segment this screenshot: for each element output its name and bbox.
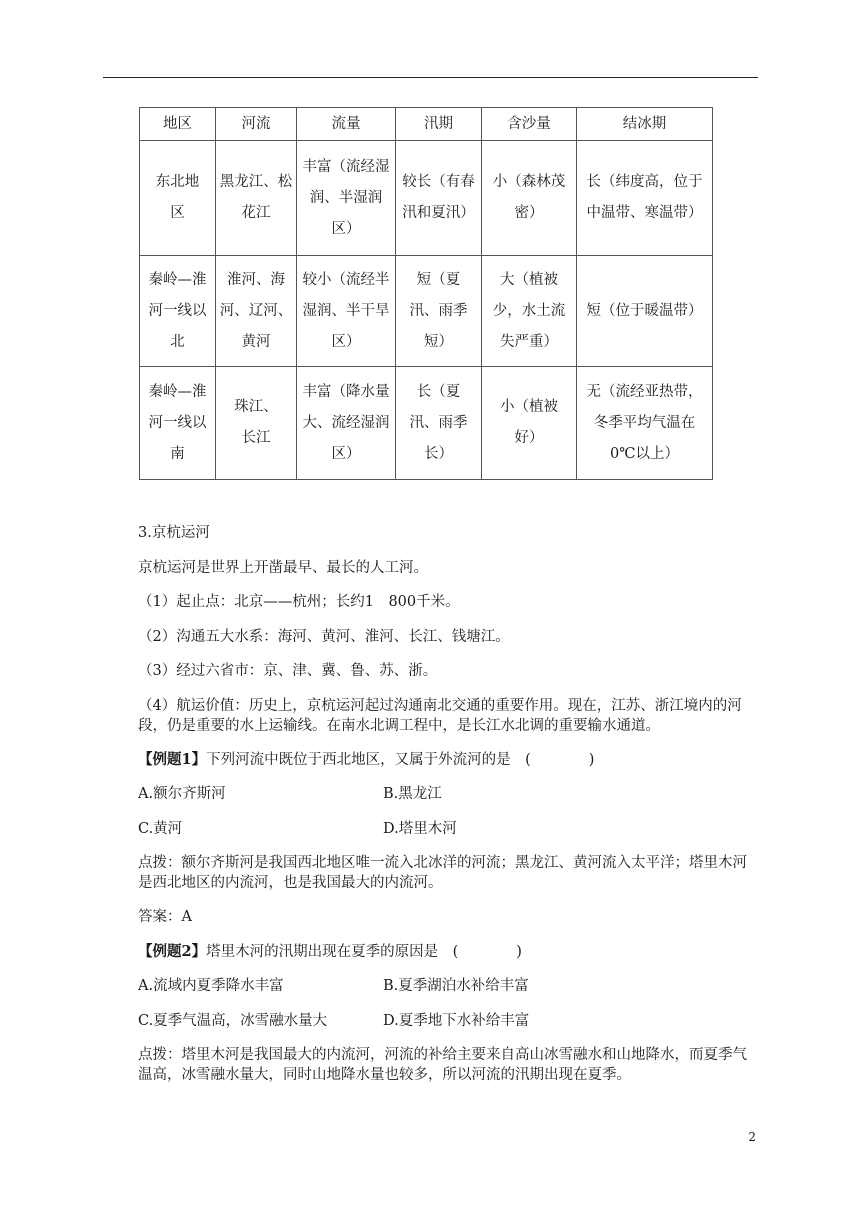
table-cell: 较长（有春汛和夏汛） [396,141,482,256]
example1-options-row1 [138,784,758,819]
example2-option-b: B.夏季湖泊水补给丰富 [383,978,529,994]
table-cell: 丰富（流经湿润、半湿润区） [297,141,396,256]
table-cell: 长（纬度高，位于中温带、寒温带） [577,141,713,256]
table-cell: 较小（流经半湿润、半干旱区） [297,256,396,367]
section-item: （3）经过六省市：京、津、冀、鲁、苏、浙。 [138,663,438,679]
example1-label: 【例题1】 [138,750,207,768]
table-cell: 淮河、海河、辽河、黄河 [216,256,297,367]
example2-options-row2 [138,1011,758,1046]
table-cell: 丰富（降水量大、流经湿润区） [297,367,396,480]
table-cell: 珠江、长江 [216,367,297,480]
table-cell: 长（夏汛、雨季长） [396,367,482,480]
example2-question [138,942,758,977]
header-sediment: 含沙量 [482,108,577,141]
section-intro: 京杭运河是世界上开凿最早、最长的人工河。 [138,559,428,576]
section-title: 3.京杭运河 [138,525,210,541]
example2-hint: 点拨：塔里木河是我国最大的内流河，河流的补给主要来自高山冰雪融水和山地降水，而夏季气温高，冰雪融水量大，同时山地降水量也较多，所以河流的汛期出现在夏季。 [138,1047,747,1083]
table-row [140,367,713,480]
table-cell: 东北地区 [140,141,216,256]
example2-option-a: A.流域内夏季降水丰富 [138,978,284,994]
page-number: 2 [748,1130,756,1144]
example2-option-d: D.夏季地下水补给丰富 [383,1012,530,1029]
table-cell: 秦岭—淮河一线以北 [140,256,216,367]
header-rule [103,77,758,78]
table-cell: 短（夏汛、雨季短） [396,256,482,367]
table-header-row [140,108,713,141]
table-cell: 秦岭—淮河一线以南 [140,367,216,480]
example1-question [138,750,758,785]
rivers-table [139,107,713,480]
header-freeze-period: 结冰期 [577,108,713,141]
table-cell: 黑龙江、松花江 [216,141,297,256]
example1-option-b: B.黑龙江 [383,786,442,802]
header-river: 河流 [216,108,297,141]
example1-answer: 答案：A [138,909,192,925]
example2-label: 【例题2】 [138,942,207,960]
example1-options-row2 [138,819,758,854]
example2-options-row1 [138,976,758,1011]
table-cell: 小（森林茂密） [482,141,577,256]
section-item: （1）起止点：北京——杭州；长约1 800千米。 [138,594,460,610]
section-item: （2）沟通五大水系：海河、黄河、淮河、长江、钱塘江。 [138,628,510,645]
table-cell: 无（流经亚热带，冬季平均气温在0℃以上） [577,367,713,480]
example1-hint: 点拨：额尔齐斯河是我国西北地区唯一流入北冰洋的河流；黑龙江、黄河流入太平洋；塔里木河是西北地区的内流河，也是我国最大的内流河。 [138,855,747,891]
example1-option-a: A.额尔齐斯河 [138,786,226,802]
header-flood-season: 汛期 [396,108,482,141]
table-cell: 短（位于暖温带） [577,256,713,367]
table-row [140,141,713,256]
example2-option-c: C.夏季气温高，冰雪融水量大 [138,1012,328,1029]
table-cell: 小（植被好） [482,367,577,480]
example1-question-text: 下列河流中既位于西北地区，又属于外流河的是 ( ) [206,751,595,768]
body-text [138,523,758,1099]
table-row [140,256,713,367]
header-region: 地区 [140,108,216,141]
section-item: （4）航运价值：历史上，京杭运河起过沟通南北交通的重要作用。现在，江苏、浙江境内的河段，仍是重要的水上运输线。在南水北调工程中，是长江水北调的重要输水通道。 [138,697,742,734]
example1-option-d: D.塔里木河 [383,820,457,837]
table-cell: 大（植被少，水土流失严重） [482,256,577,367]
example1-option-c: C.黄河 [138,820,183,837]
header-flow: 流量 [297,108,396,141]
example2-question-text: 塔里木河的汛期出现在夏季的原因是 ( ) [206,943,522,960]
